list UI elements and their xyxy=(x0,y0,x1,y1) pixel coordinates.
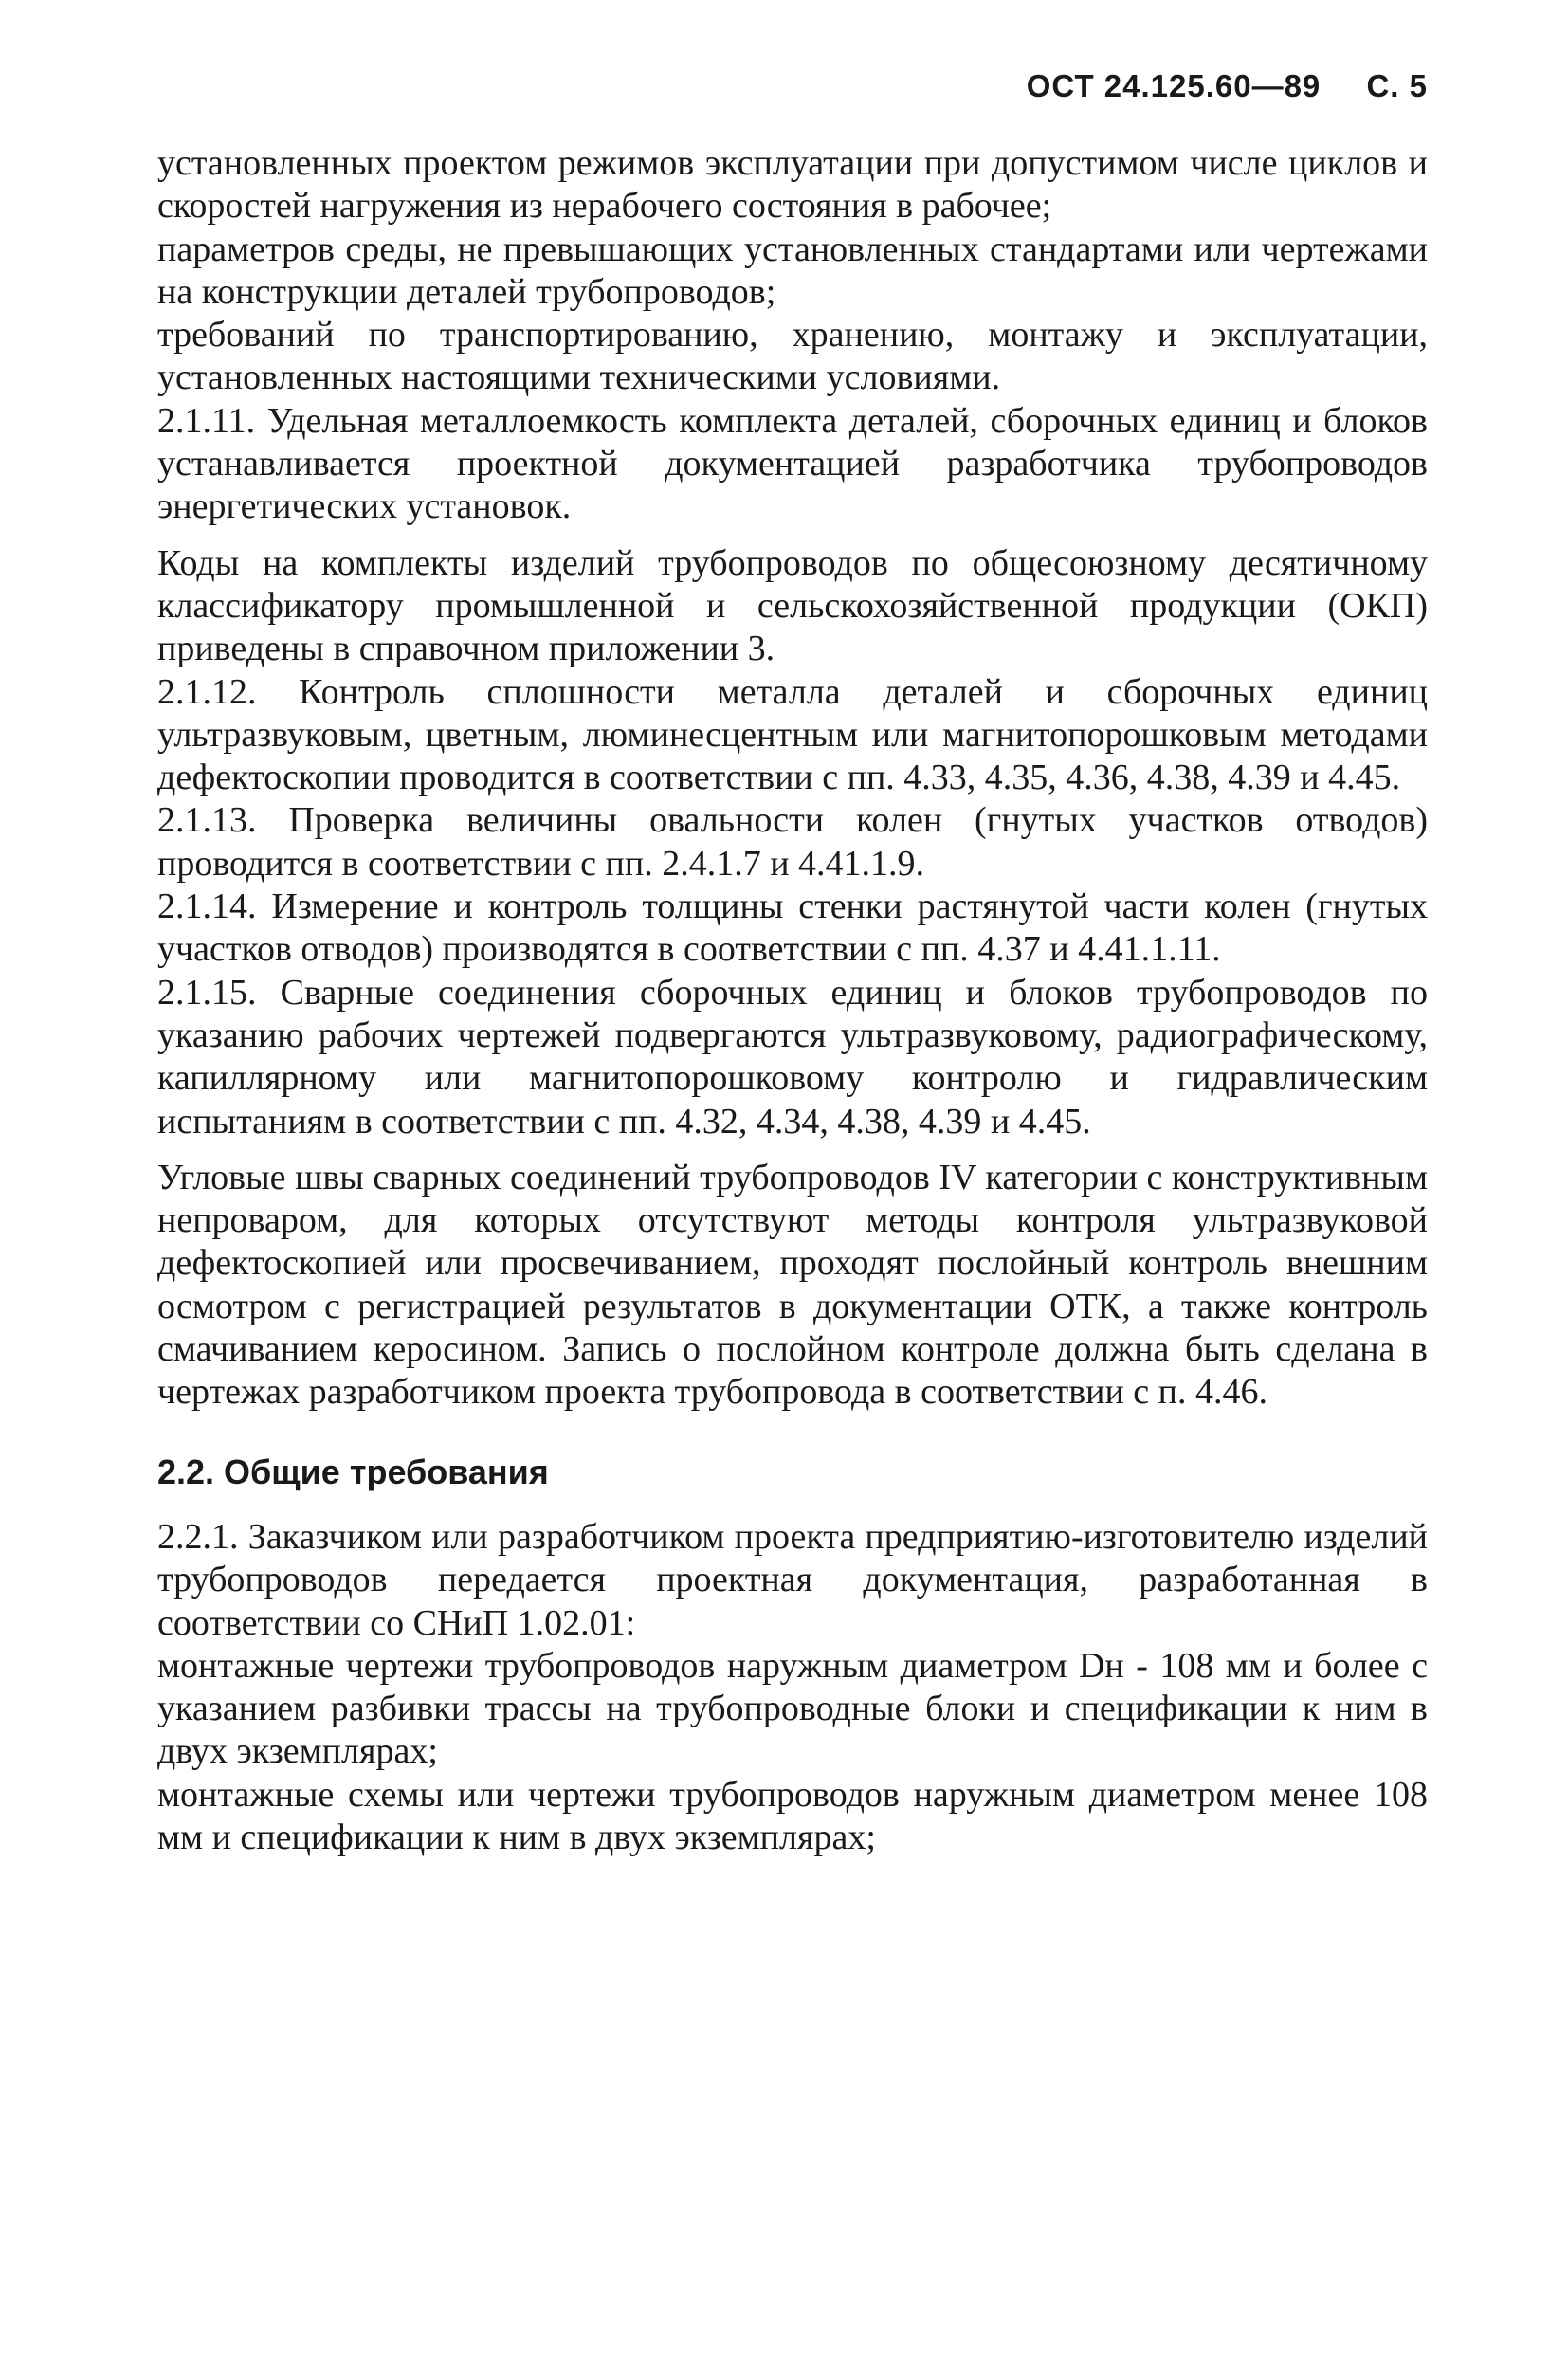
paragraph: Коды на комплекты изделий трубопроводов по общесоюзному десятичному классификатору промышленной и сельскохозяйственной продукции (ОКП) приведены в справочном приложении 3. xyxy=(157,542,1428,669)
page-number: С. 5 xyxy=(1366,68,1428,103)
standard-code: ОСТ 24.125.60—89 xyxy=(1026,68,1322,103)
paragraph: требований по транспортированию, хранению, монтажу и эксплуатации, установленных настоящими техническими условиями. xyxy=(157,315,1428,398)
paragraph: Угловые швы сварных соединений трубопроводов IV категории с конструктивным непроваром, для которых отсутствуют методы контроля ультразвуковой дефектоскопией или просвечиванием, проходят послойный контроль внешним осмотром с регистрацией результатов в документации ОТК, а также контроль смачиванием керосином. Запись о послойном контроле должна быть сделана в чертежах разработчиком проекта трубопровода в соответствии с п. 4.46. xyxy=(157,1157,1428,1413)
paragraph: 2.1.14. Измерение и контроль толщины стенки растянутой части колен (гнутых участков отводов) производятся в соответствии с пп. 4.37 и 4.41.1.11. xyxy=(157,886,1428,970)
paragraph: 2.1.15. Сварные соединения сборочных единиц и блоков трубопроводов по указанию рабочих чертежей подвергаются ультразвуковому, радиографическому, капиллярному или магнитопорошковому контролю и гидравлическим испытаниям в соответствии с пп. 4.32, 4.34, 4.38, 4.39 и 4.45. xyxy=(157,972,1428,1142)
paragraph: установленных проектом режимов эксплуатации при допустимом числе циклов и скоростей нагружения из нерабочего состояния в рабочее; xyxy=(157,143,1428,227)
paragraph: 2.1.11. Удельная металлоемкость комплекта деталей, сборочных единиц и блоков устанавливается проектной документацией разработчика трубопроводов энергетических установок. xyxy=(157,400,1428,527)
section-heading: 2.2. Общие требования xyxy=(157,1452,549,1491)
paragraph: параметров среды, не превышающих установленных стандартами или чертежами на конструкции деталей трубопроводов; xyxy=(157,228,1428,312)
document-body xyxy=(157,142,1428,1859)
paragraph: 2.2.1. Заказчиком или разработчиком проекта предприятию-изготовителю изделий трубопроводов передается проектная документация, разработанная в соответствии со СНиП 1.02.01: xyxy=(157,1516,1428,1643)
paragraph: монтажные чертежи трубопроводов наружным диаметром Dн - 108 мм и более с указанием разбивки трассы на трубопроводные блоки и спецификации к ним в двух экземплярах; xyxy=(157,1645,1428,1772)
paragraph: 2.1.13. Проверка величины овальности колен (гнутых участков отводов) проводится в соответствии с пп. 2.4.1.7 и 4.41.1.9. xyxy=(157,800,1428,884)
paragraph: монтажные схемы или чертежи трубопроводов наружным диаметром менее 108 мм и спецификации к ним в двух экземплярах; xyxy=(157,1774,1428,1857)
running-header xyxy=(1027,68,1428,104)
paragraph: 2.1.12. Контроль сплошности металла деталей и сборочных единиц ультразвуковым, цветным, люминесцентным или магнитопорошковым методами дефектоскопии проводится в соответствии с пп. 4.33, 4.35, 4.36, 4.38, 4.39 и 4.45. xyxy=(157,671,1428,798)
